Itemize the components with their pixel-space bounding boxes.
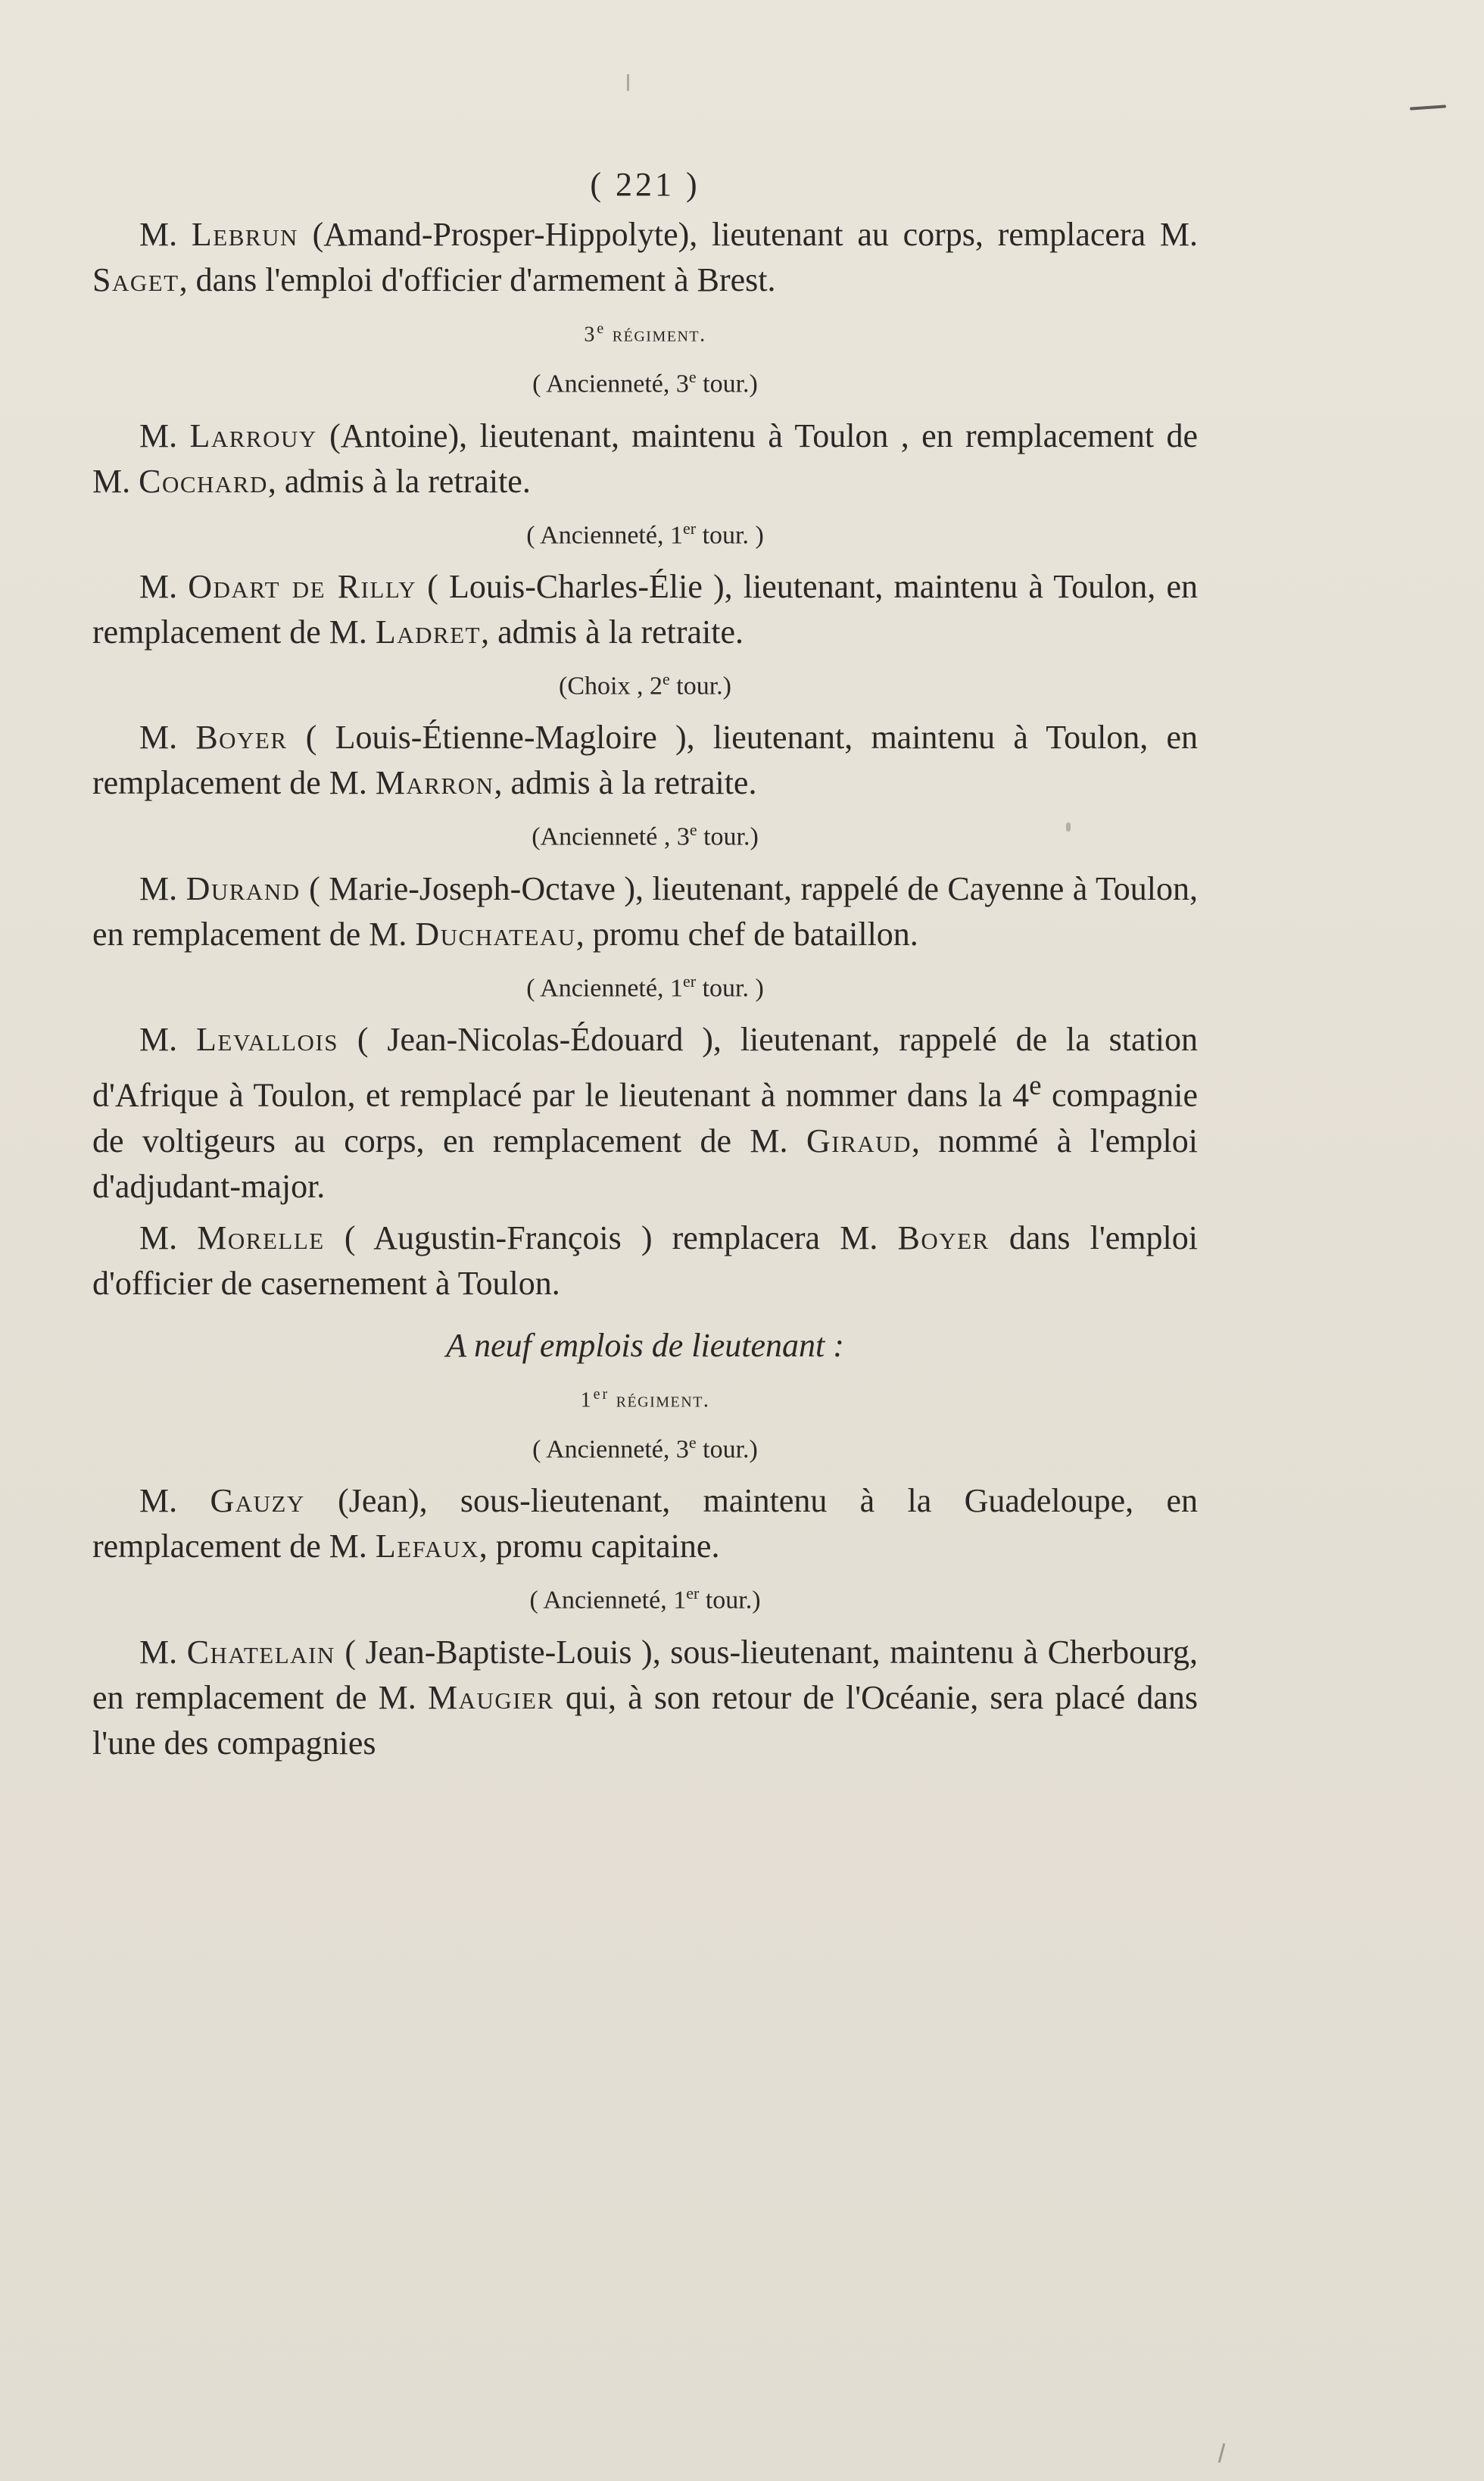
regiment-number: 3	[584, 323, 597, 347]
text-run: tour. )	[696, 973, 764, 1002]
text-run: , admis à la retraite.	[267, 462, 531, 500]
seniority-note	[92, 1425, 1198, 1468]
seniority-note	[92, 812, 1198, 855]
text-run: M.	[139, 1633, 187, 1671]
ink-mark	[1410, 105, 1446, 110]
seniority-note	[92, 1575, 1198, 1618]
text-run: (Jean), sous-lieutenant, maintenu à la Guadeloupe, en remplacement de M.	[92, 1482, 1198, 1565]
text-run: compagnie de voltigeurs au corps, en remplacement de M.	[92, 1076, 1198, 1159]
text-run: M.	[139, 216, 192, 253]
text-run: tour.)	[669, 672, 731, 701]
person-name: Giraud	[806, 1122, 912, 1159]
text-run: (Antoine), lieutenant, maintenu à Toulon , en remplacement de M.	[92, 417, 1198, 500]
text-run: , admis à la retraite.	[494, 764, 757, 802]
regiment-label: régiment.	[610, 1387, 710, 1412]
text-run: qui, à son retour de l'Océanie, sera placé dans l'une des compagnies	[92, 1678, 1198, 1762]
person-name: Lefaux	[375, 1528, 479, 1565]
ink-mark	[627, 74, 629, 91]
text-run: M.	[139, 417, 190, 454]
text-run: dans l'emploi d'officier de casernement à Toulon.	[92, 1219, 1199, 1302]
person-name: Maugier	[427, 1678, 554, 1716]
superscript: er	[686, 1584, 700, 1603]
regiment-heading	[92, 1379, 1198, 1415]
paragraph	[92, 1478, 1198, 1569]
seniority-note	[92, 510, 1198, 554]
person-name: Saget	[92, 261, 179, 298]
text-run: M.	[139, 1482, 210, 1520]
text-run: (Amand-Prosper-Hippolyte), lieutenant au corps, remplacera M.	[298, 216, 1199, 253]
superscript: er	[682, 971, 697, 991]
text-run: M.	[139, 1219, 198, 1256]
person-name: Duchateau	[415, 915, 576, 953]
superscript: e	[688, 367, 697, 387]
paragraph	[92, 414, 1198, 504]
text-run: ( Louis-Charles-Élie ), lieutenant, maintenu à Toulon, en remplacement de M.	[92, 567, 1199, 651]
text-run: , promu chef de bataillon.	[575, 915, 918, 953]
superscript: er	[593, 1385, 610, 1403]
text-run: tour.)	[696, 370, 758, 398]
regiment-number: 1	[580, 1387, 594, 1412]
text-run: ( Ancienneté, 1	[526, 520, 683, 549]
text-run: ( Marie-Joseph-Octave ), lieutenant, rappelé de Cayenne à Toulon, en remplacement de M.	[92, 869, 1198, 953]
person-name: Morelle	[197, 1219, 325, 1256]
person-name: Cochard	[139, 462, 268, 500]
paragraph	[92, 212, 1198, 303]
text-run: ( Ancienneté, 3	[532, 1435, 689, 1464]
text-run: tour.)	[697, 822, 759, 851]
person-name: Boyer	[897, 1219, 990, 1256]
person-name: Lebrun	[191, 216, 298, 253]
text-run: ( Ancienneté, 1	[529, 1586, 687, 1615]
text-run: , nommé à l'emploi d'adjudant-major.	[92, 1122, 1198, 1205]
superscript: e	[662, 669, 670, 688]
paragraph	[92, 715, 1198, 806]
page-content	[92, 162, 1198, 1772]
person-name: Levallois	[196, 1020, 338, 1058]
paragraph	[92, 1630, 1198, 1766]
superscript: er	[682, 518, 697, 538]
superscript: e	[1029, 1069, 1042, 1100]
text-run: ( Louis-Étienne-Magloire ), lieutenant, maintenu à Toulon, en remplacement de M.	[92, 719, 1199, 802]
superscript: e	[688, 1432, 697, 1452]
text-run: tour.)	[696, 1435, 758, 1464]
regiment-label: régiment.	[606, 323, 706, 347]
person-name: Ladret	[375, 613, 482, 651]
text-run: (Ancienneté , 3	[532, 822, 690, 851]
ink-mark	[1218, 2443, 1226, 2463]
text-run: M.	[139, 567, 189, 605]
paragraph	[92, 564, 1198, 655]
person-name: Boyer	[195, 719, 288, 757]
seniority-note	[92, 963, 1198, 1006]
text-run: ( Ancienneté, 1	[526, 973, 683, 1002]
text-run: tour.)	[699, 1586, 761, 1615]
text-run: M.	[139, 719, 196, 757]
person-name: Gauzy	[210, 1482, 305, 1520]
text-run: , admis à la retraite.	[481, 613, 744, 651]
text-run: ( Jean-Nicolas-Édouard ), lieutenant, rappelé de la station d'Afrique à Toulon, et remplacé par le lieutenant à nommer dans la 4	[92, 1020, 1198, 1114]
text-run: (Choix , 2	[559, 672, 662, 701]
text-run: ( Ancienneté, 3	[532, 370, 689, 398]
text-run: , promu capitaine.	[479, 1528, 720, 1565]
person-name: Durand	[186, 869, 301, 907]
section-title: A neuf emplois de lieutenant :	[446, 1326, 844, 1364]
paragraph	[92, 1017, 1198, 1209]
text-run: ( Jean-Baptiste-Louis ), sous-lieutenant, maintenu à Cherbourg, en remplacement de M.	[92, 1633, 1198, 1716]
superscript: e	[597, 320, 606, 337]
text-run: ( Augustin-François ) remplacera M.	[324, 1219, 898, 1256]
page-number: ( 221 )	[590, 166, 700, 203]
text-run: M.	[139, 1020, 197, 1058]
person-name: Odart de Rilly	[188, 567, 417, 605]
paragraph	[92, 866, 1198, 957]
superscript: e	[689, 820, 697, 840]
person-name: Larrouy	[189, 417, 317, 454]
person-name: Marron	[375, 764, 494, 802]
text-run: tour. )	[696, 520, 764, 549]
regiment-heading	[92, 314, 1198, 350]
seniority-note	[92, 661, 1198, 704]
text-run: , dans l'emploi d'officier d'armement à Brest.	[179, 261, 776, 298]
seniority-note	[92, 359, 1198, 402]
person-name: Chatelain	[186, 1633, 335, 1671]
paragraph	[92, 1216, 1198, 1306]
text-run: M.	[139, 869, 186, 907]
